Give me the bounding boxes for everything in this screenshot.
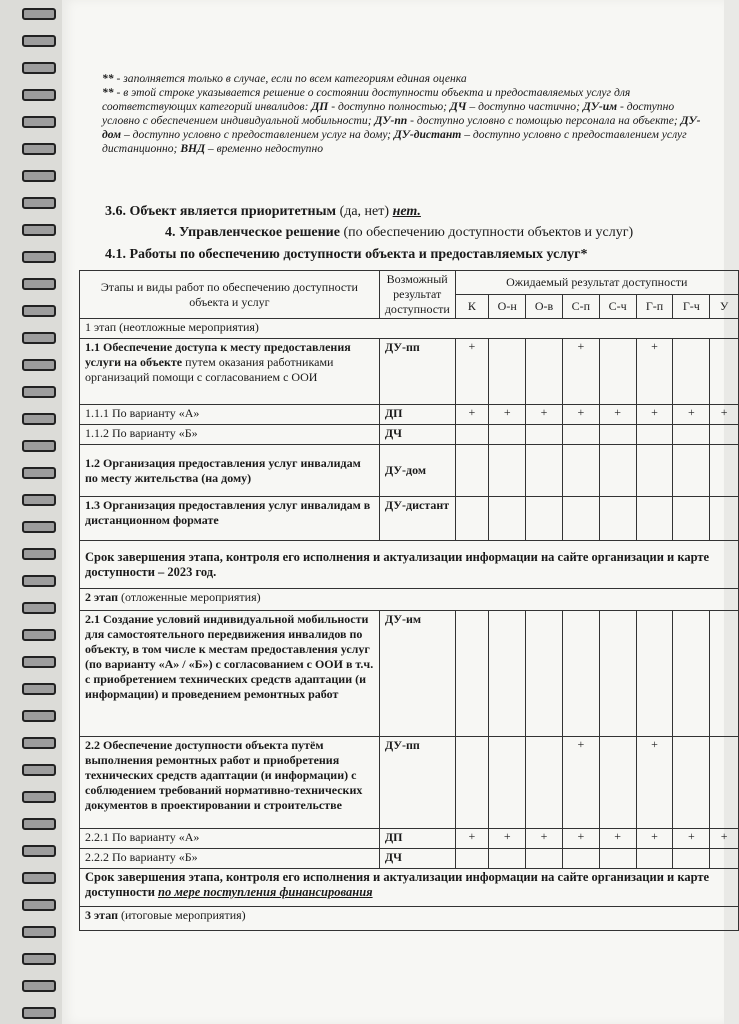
binding-ring — [22, 629, 56, 641]
binding-ring — [22, 1007, 56, 1019]
cat-header: Г-п — [636, 295, 673, 319]
binding-ring — [22, 332, 56, 344]
binding-ring — [22, 35, 56, 47]
table-row: 1.1.1 По варианту «А» ДП + + + + + + + + — [80, 405, 739, 425]
deadline-row: Срок завершения этапа, контроля его исполнения и актуализации информации на сайте организации и карте доступности – 2023 год. — [80, 541, 739, 589]
binding-ring — [22, 602, 56, 614]
binding-ring — [22, 656, 56, 668]
binding-ring — [22, 197, 56, 209]
table-row: 2.1 Создание условий индивидуальной мобильности для самостоятельного передвижения инвалидов по объекту, в том числе к местам предоставления услуг (по варианту «А» / «Б») с согласованием с ООИ в т.ч. с приобретением технических средств адаптации (и информации) и проведением ремонтных работ ДУ-им — [80, 611, 739, 737]
table-row: 2.2.2 По варианту «Б» ДЧ — [80, 849, 739, 869]
table-row: 1.1.2 По варианту «Б» ДЧ — [80, 425, 739, 445]
binding-ring — [22, 386, 56, 398]
cat-header: К — [455, 295, 489, 319]
footnote-1: ** - заполняется только в случае, если по всем категориям единая оценка — [102, 72, 467, 85]
section-4-1-title: 4.1. Работы по обеспечению доступности объекта и предоставляемых услуг* — [105, 247, 588, 262]
header-expected-result: Ожидаемый результат доступности — [455, 271, 738, 295]
binding-ring — [22, 872, 56, 884]
binding-ring — [22, 683, 56, 695]
binding-ring — [22, 359, 56, 371]
table-row: 2.2 Обеспечение доступности объекта путём выполнения ремонтных работ и приобретения технических средств адаптации (и информации) с соблюдением требований нормативно-технических документов в проектировании и строительстве ДУ-пп + + — [80, 737, 739, 829]
binding-ring — [22, 818, 56, 830]
binding-ring — [22, 143, 56, 155]
cat-header: С-ч — [599, 295, 636, 319]
header-possible-result: Возможный результат доступности — [379, 271, 455, 319]
table-row: 1.3 Организация предоставления услуг инвалидам в дистанционном формате ДУ-дистант — [80, 497, 739, 541]
binding-ring — [22, 116, 56, 128]
footnote-2: ** - в этой строке указывается решение о состоянии доступности объекта и предоставляемых услуг для соответствующих категорий инвалидов: ДП - доступно полностью; ДЧ – доступно частично; ДУ-им - доступно условно с обеспечением индивидуальной мобильности; ДУ-пп - доступно условно с помощью персонала на объекте; ДУ-дом – доступно условно с предоставлением услуг на дому; ДУ-дистант – доступно условно с предоставлением услуг дистанционно; ВНД – временно недоступно — [102, 86, 701, 155]
cat-header: О-н — [489, 295, 526, 319]
binding-ring — [22, 224, 56, 236]
binding-ring — [22, 413, 56, 425]
binding-ring — [22, 440, 56, 452]
binding-ring — [22, 845, 56, 857]
cat-header: Г-ч — [673, 295, 710, 319]
binding-ring — [22, 791, 56, 803]
binding-ring — [22, 764, 56, 776]
binding-ring — [22, 710, 56, 722]
binding-ring — [22, 89, 56, 101]
binding-ring — [22, 548, 56, 560]
table-header-row — [80, 271, 739, 295]
stage-1-row: 1 этап (неотложные мероприятия) — [80, 319, 739, 339]
cat-header: О-в — [526, 295, 563, 319]
binding-ring — [22, 278, 56, 290]
binding-ring — [22, 8, 56, 20]
works-table — [79, 270, 739, 931]
binding-ring — [22, 251, 56, 263]
binding-ring — [22, 926, 56, 938]
table-row: 1.1 Обеспечение доступа к месту предоставления услуги на объекте путем оказания работниками организаций помощи с согласованием с ООИ ДУ-пп + + + — [80, 339, 739, 405]
section-4-title: 4. Управленческое решение (по обеспечению доступности объектов и услуг) — [165, 225, 634, 240]
binding-ring — [22, 170, 56, 182]
table-row: 1.2 Организация предоставления услуг инвалидам по месту жительства (на дому) ДУ-дом — [80, 445, 739, 497]
stage-3-row: 3 этап (итоговые мероприятия) — [80, 907, 739, 931]
table-row: 2.2.1 По варианту «А» ДП + + + + + + + + — [80, 829, 739, 849]
header-stages: Этапы и виды работ по обеспечению доступности объекта и услуг — [80, 271, 380, 319]
binding-ring — [22, 521, 56, 533]
cat-header: С-п — [562, 295, 599, 319]
binding-ring — [22, 494, 56, 506]
footnotes — [102, 72, 712, 156]
stage-2-row: 2 этап (отложенные мероприятия) — [80, 589, 739, 611]
binding-ring — [22, 737, 56, 749]
binding-ring — [22, 953, 56, 965]
binding-ring — [22, 62, 56, 74]
cat-header: У — [710, 295, 739, 319]
binding-ring — [22, 575, 56, 587]
binding-ring — [22, 980, 56, 992]
deadline-row: Срок завершения этапа, контроля его исполнения и актуализации информации на сайте организации и карте доступности по мере поступления финансирования — [80, 869, 739, 907]
binding-ring — [22, 305, 56, 317]
binding-ring — [22, 899, 56, 911]
binding-ring — [22, 467, 56, 479]
section-3-6: 3.6. Объект является приоритетным (да, нет) нет. — [105, 204, 421, 219]
